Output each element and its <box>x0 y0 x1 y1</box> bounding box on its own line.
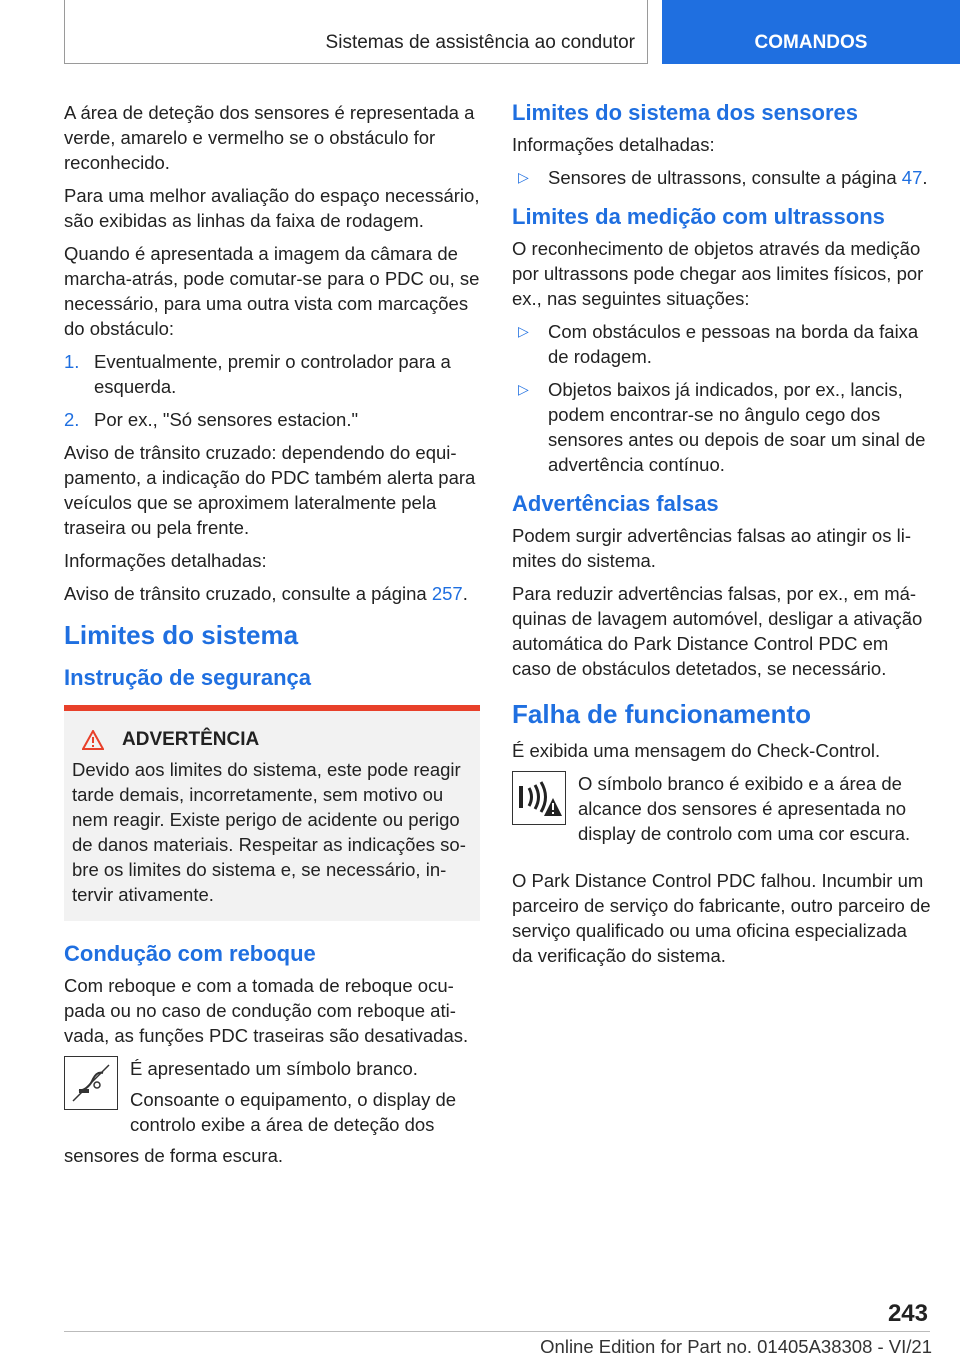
paragraph: Informações detalhadas: <box>64 550 267 571</box>
list-text <box>548 165 928 190</box>
failure-icon-text <box>578 771 932 852</box>
paragraph: O Park Distance Control PDC falhou. Incumbir um parceiro de serviço do fabricante, outro parceiro de serviço qualificado ou uma oficina especializada da verificação do sistema. <box>512 870 931 966</box>
heading-tow: Condução com reboque <box>64 941 316 966</box>
warning-triangle-icon <box>82 730 104 750</box>
trailer-icon <box>64 1056 118 1110</box>
paragraph-text: Aviso de trânsito cruzado, consulte a página <box>64 583 432 604</box>
list-number: 2. <box>64 409 80 430</box>
paragraph: Aviso de trânsito cruzado: dependendo do equipamento, a indicação do PDC também alerta para veículos que se aproximem lateralmente pela traseira ou pela frente. <box>64 442 476 538</box>
list-text: Com obstáculos e pessoas na borda da faixa de rodagem. <box>548 321 919 367</box>
paragraph: Informações detalhadas: <box>512 134 715 155</box>
paragraph: A área de deteção dos sensores é representada a verde, amarelo e vermelho se o obstáculo for reconhecido. <box>64 102 475 173</box>
pdc-failure-icon <box>512 771 566 825</box>
paragraph <box>64 581 480 606</box>
list-item <box>512 319 932 369</box>
warning-header <box>82 729 472 751</box>
right-column <box>512 100 932 976</box>
paragraph-end: . <box>462 583 468 604</box>
paragraph: É apresentado um símbolo branco. <box>130 1058 418 1079</box>
page-link-47[interactable]: 47 <box>901 167 923 188</box>
heading-ultrasonic: Limites da medição com ultrassons <box>512 204 885 229</box>
list-item <box>512 165 932 190</box>
header-section-box <box>64 0 648 64</box>
paragraph: Podem surgir advertências falsas ao atingir os limites do sistema. <box>512 525 911 571</box>
warning-title: ADVERTÊNCIA <box>122 729 260 750</box>
heading-failure: Falha de funcionamento <box>512 699 812 729</box>
paragraph: É exibida uma mensagem do Check-Control. <box>512 740 881 761</box>
paragraph: sensores de forma escura. <box>64 1145 284 1166</box>
tow-icon-text <box>130 1056 480 1143</box>
list-text: Objetos baixos já indicados, por ex., lancis, podem encontrar-se no ângulo cego dos sensores antes ou depois de soar um sinal de advertência contínuo. <box>548 379 926 475</box>
header-section-title: Sistemas de assistência ao condutor <box>325 32 635 53</box>
paragraph: Quando é apresentada a imagem da câmara de marcha-atrás, pode comutar-se para o PDC ou, se necessário, para uma outra vista com marcações do obstáculo: <box>64 243 480 339</box>
header-tab-label: COMANDOS <box>754 32 868 53</box>
left-column <box>64 100 480 1176</box>
paragraph: Consoante o equipamento, o display de controlo exibe a área de deteção dos <box>130 1089 457 1135</box>
list-text: Por ex., "Só sensores estacion." <box>94 409 359 430</box>
paragraph: Para reduzir advertências falsas, por ex., em máquinas de lavagem automóvel, desligar a ativação automática do Park Distance Control PDC em caso de obstáculos detetados, se necessário. <box>512 583 923 679</box>
page-link-257[interactable]: 257 <box>431 583 463 604</box>
warning-text: Devido aos limites do sistema, este pode reagir tarde demais, incorretamente, sem motivo ou nem reagir. Existe perigo de acidente ou perigo de danos materiais. Respeitar as indicações sobre os limites do sistema e, se necessário, intervir ativamente. <box>72 759 466 905</box>
heading-false-warnings: Advertências falsas <box>512 491 719 516</box>
paragraph: O símbolo branco é exibido e a área de alcance dos sensores é apresentada no display de controlo com uma cor escura. <box>578 773 911 844</box>
list-text-end: . <box>922 167 928 188</box>
footer-divider <box>64 1331 930 1332</box>
header-tab-comandos[interactable] <box>662 0 960 64</box>
bullet-triangle-icon: ▷ <box>518 381 529 397</box>
paragraph: Com reboque e com a tomada de reboque ocupada ou no caso de condução com reboque ativada, as funções PDC traseiras são desativadas. <box>64 975 469 1046</box>
page-number: 243 <box>887 1300 928 1327</box>
heading-limits: Limites do sistema <box>64 620 299 650</box>
paragraph: O reconhecimento de objetos através da medição por ultrassons pode chegar aos limites físicos, por ex., nas seguintes situações: <box>512 238 924 309</box>
list-item <box>64 407 480 432</box>
list-text-body: Sensores de ultrassons, consulte a página <box>548 167 902 188</box>
heading-safety: Instrução de segurança <box>64 665 311 690</box>
heading-sensor-limits: Limites do sistema dos sensores <box>512 100 859 125</box>
failure-icon-row <box>512 771 932 852</box>
bullet-triangle-icon: ▷ <box>518 323 529 339</box>
list-number: 1. <box>64 351 80 372</box>
paragraph: Para uma melhor avaliação do espaço necessário, são exibidas as linhas da faixa de rodagem. <box>64 185 480 231</box>
list-item <box>64 349 480 399</box>
list-text: Eventualmente, premir o controlador para a esquerda. <box>94 351 451 397</box>
footer-edition: Online Edition for Part no. 01405A38308 - VI/21 <box>540 1336 932 1357</box>
tow-icon-row <box>64 1056 480 1143</box>
list-item <box>512 377 932 477</box>
bullet-triangle-icon: ▷ <box>518 169 529 185</box>
warning-box <box>64 705 480 921</box>
